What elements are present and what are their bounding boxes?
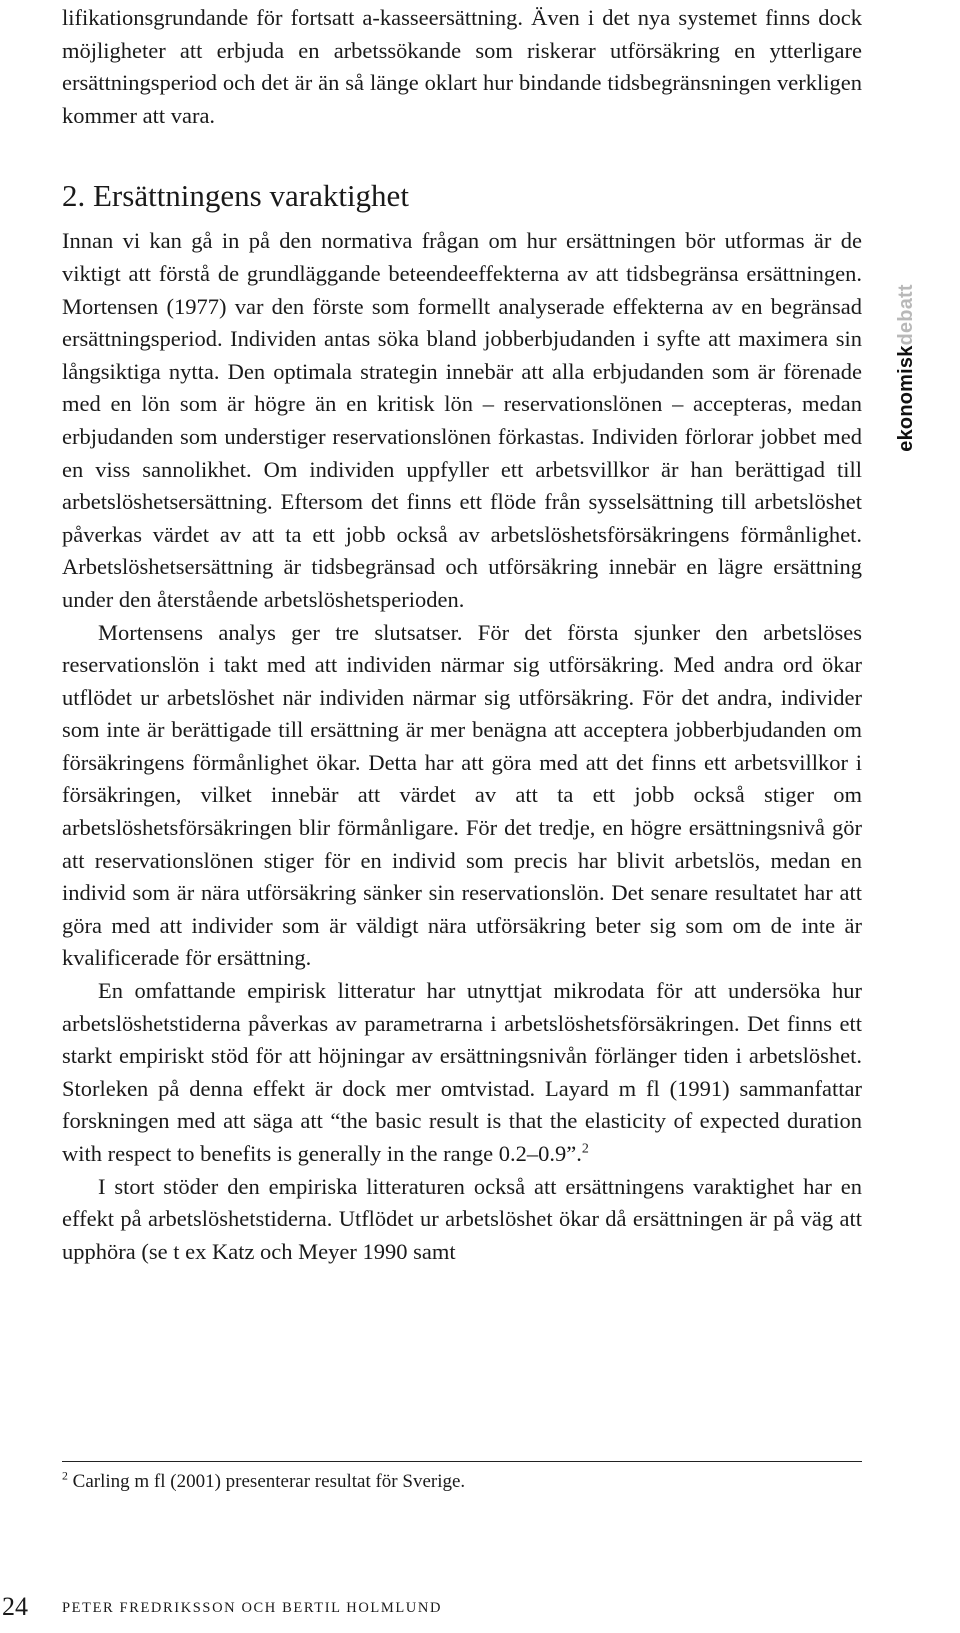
journal-logo-part1: ekonomisk <box>895 345 917 452</box>
footnote-number: 2 <box>62 1469 68 1483</box>
footnote-text: Carling m fl (2001) presenterar resultat för Sverige. <box>72 1471 466 1492</box>
section-heading: 2. Ersättningens varaktighet <box>62 178 409 214</box>
article-body <box>62 0 862 1268</box>
footnote-reference: 2 <box>581 1141 589 1157</box>
paragraph-continued: lifikationsgrundande för fortsatt a-kasseersättning. Även i det nya systemet finns dock möjligheter att erbjuda en arbetssökande som riskerar utförsäkring en ytterligare ersättningsperiod och det är än så länge oklart hur bindande tidsbegränsningen verkligen kommer att vara. <box>62 5 862 128</box>
paragraph-benefit-duration: I stort stöder den empiriska litteraturen också att ersättningens varaktighet har en effekt på arbetslöshetstiderna. Utflödet ur arbetslöshet ökar då ersättningen är på väg att upphöra (se t ex Katz och Meyer 1990 samt <box>62 1173 862 1264</box>
paragraph-mortensen-conclusions: Mortensens analys ger tre slutsatser. För det första sjunker den arbetslöses reservationslön i takt med att individen närmar sig utförsäkring. Med andra ord ökar utflödet ur arbetslöshet när individen närmar sig utförsäkring. För det andra, individer som inte är berättigade till ersättning är mer benägna att acceptera jobberbjudanden om försäkringens förmånlighet ökar. Detta har att göra med att det finns ett arbetsvillkor i försäkringen, vilket innebär att värdet av att ta ett jobb också stiger om arbetslöshetsförsäkringen blir förmånligare. För det tredje, en högre ersättningsnivå gör att reservationslönen stiger för en individ som precis har blivit arbetslös, medan en individ som är nära utförsäkring sänker sin reservationslön. Det senare resultatet har att göra med att individer som är väldigt nära utförsäkring beter sig som om de inte är kvalificerade för ersättning. <box>62 619 862 971</box>
paragraph-empirical-literature-text: En omfattande empirisk litteratur har utnyttjat mikrodata för att undersöka hur arbetslöshetstiderna påverkas av parametrarna i arbetslöshetsförsäkringen. Det finns ett starkt empiriskt stöd för att höjningar av ersättningsnivån förlänger tiden i arbetslöshet. Storleken på denna effekt är dock mer omtvistad. Layard m fl (1991) sammanfattar forskningen med att säga att “the basic result is that the elasticity of expected duration with respect to benefits is generally in the range 0.2–0.9”. <box>62 978 862 1166</box>
paragraph-empirical-literature <box>62 975 862 1171</box>
running-head: PETER FREDRIKSSON OCH BERTIL HOLMLUND <box>62 1600 443 1616</box>
footnote-divider <box>62 1461 862 1462</box>
paragraph-intro: Innan vi kan gå in på den normativa frågan om hur ersättningen bör utformas är de viktigt att förstå de grundläggande beteendeeffekterna av att tidsbegränsa ersättningen. Mortensen (1977) var den förste som formellt analyserade effekterna av en begränsad ersättningsperiod. Individen antas söka bland jobberbjudanden i syfte att maximera sin långsiktiga nytta. Den optimala strategin innebär att alla erbjudanden som är förenade med en lön som är högre än en kritisk lön – reservationslönen – accepteras, medan erbjudanden som understiger reservationslönen förkastas. Individen förlorar jobbet med en viss sannolikhet. Om individen uppfyller ett arbetsvillkor är han berättigad till arbetslöshetsersättning. Eftersom det finns ett flöde från sysselsättning till arbetslöshet påverkas värdet av att ta ett jobb också av arbetslöshetsförsäkringens förmånlighet. Arbetslöshetsersättning är tidsbegränsad och utförsäkring innebär en lägre ersättning under den återstående arbetslöshetsperioden. <box>62 228 862 612</box>
journal-logo <box>893 276 919 460</box>
journal-logo-part2: debatt <box>895 284 917 346</box>
journal-logo-text <box>894 284 918 452</box>
footnote <box>62 1468 862 1496</box>
page-number: 24 <box>2 1592 28 1621</box>
page-footer <box>0 1592 960 1622</box>
